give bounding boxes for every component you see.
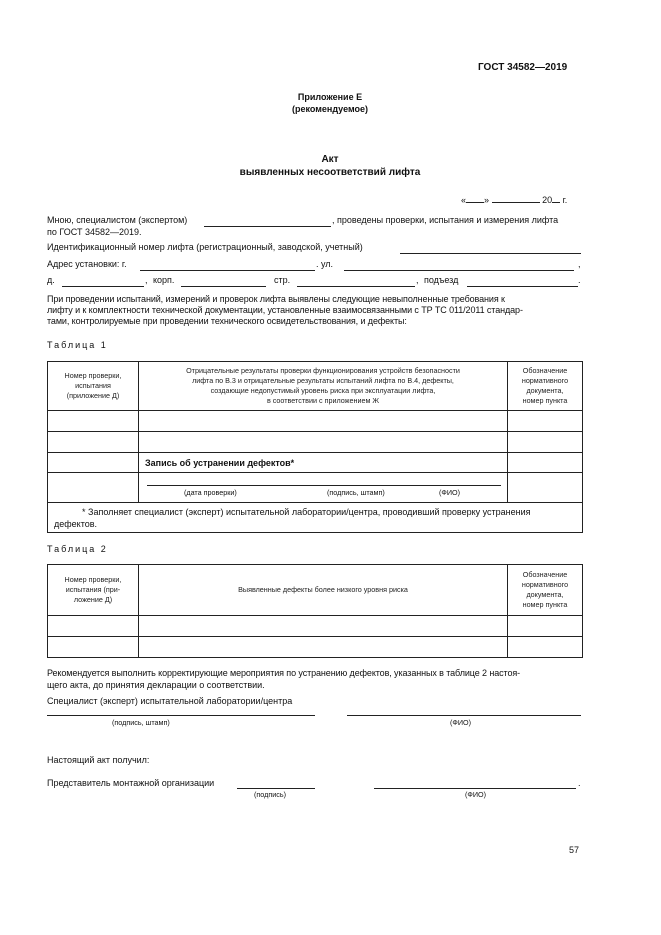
table1-cell[interactable] bbox=[508, 453, 583, 473]
table2-header-row bbox=[48, 565, 583, 616]
specialist-signature-line bbox=[47, 715, 315, 716]
recommendation-line-1: Рекомендуется выполнить корректирующие мероприятия по устранению дефектов, указанных в таблице 2 настоя- bbox=[47, 668, 521, 678]
specialist-name-blank bbox=[204, 226, 331, 227]
specialist-sign-label: Специалист (эксперт) испытательной лаборатории/центра bbox=[47, 696, 293, 706]
date-day-blank bbox=[466, 192, 484, 203]
address-label: Адрес установки: г. bbox=[47, 259, 127, 269]
table2-cell[interactable] bbox=[48, 616, 139, 637]
structure-blank bbox=[297, 286, 415, 287]
table2-col2-header: Выявленные дефекты более низкого уровня риска bbox=[139, 565, 508, 616]
table1-cell[interactable] bbox=[508, 432, 583, 453]
table1-cell[interactable] bbox=[508, 411, 583, 432]
date-year-prefix: 20 bbox=[542, 195, 553, 205]
table1-caption: Таблица 1 bbox=[47, 340, 108, 350]
installer-signature-line bbox=[237, 788, 315, 789]
date-year-blank bbox=[552, 192, 560, 203]
table1-cell[interactable] bbox=[48, 432, 139, 453]
table1-header-row bbox=[48, 362, 583, 411]
table2-col1-header: Номер проверки, испытания (при- ложение Д) bbox=[48, 565, 139, 616]
structure-comma: , bbox=[416, 275, 419, 285]
street-label: . ул. bbox=[316, 259, 334, 269]
table-row bbox=[48, 411, 583, 432]
table2-caption: Таблица 2 bbox=[47, 544, 108, 554]
table2-cell[interactable] bbox=[48, 637, 139, 658]
id-number-label: Идентификационный номер лифта (регистрационный, заводской, учетный) bbox=[47, 242, 363, 252]
specialist-name-line bbox=[347, 715, 581, 716]
record-name-label: (ФИО) bbox=[439, 488, 461, 497]
table1-col1-header: Номер проверки, испытания (приложение Д) bbox=[48, 362, 139, 411]
table2 bbox=[47, 564, 583, 658]
appendix-title: Приложение Е bbox=[297, 92, 363, 102]
installer-label: Представитель монтажной организации bbox=[47, 778, 215, 788]
table2-col3-header: Обозначение нормативного документа, номер пункта bbox=[508, 565, 583, 616]
table2-cell[interactable] bbox=[508, 637, 583, 658]
building-label: корп. bbox=[153, 275, 175, 285]
table2-cell[interactable] bbox=[139, 637, 508, 658]
record-title: Запись об устранении дефектов* bbox=[139, 453, 508, 473]
structure-label: стр. bbox=[274, 275, 291, 285]
specialist-line2: по ГОСТ 34582—2019. bbox=[47, 227, 142, 237]
house-blank bbox=[62, 286, 144, 287]
appendix-subtitle: (рекомендуемое) bbox=[292, 104, 368, 114]
id-number-blank bbox=[400, 253, 581, 254]
house-comma: , bbox=[145, 275, 148, 285]
specialist-suffix: , проведены проверки, испытания и измерения лифта bbox=[332, 215, 559, 225]
received-label: Настоящий акт получил: bbox=[47, 755, 150, 765]
table1-cell[interactable] bbox=[139, 411, 508, 432]
street-blank bbox=[344, 270, 574, 271]
intro-line-2: лифту и к комплектности технической документации, установленные взаимосвязанными с ТР ТС 011/2011 стандар- bbox=[47, 305, 523, 315]
intro-line-1: При проведении испытаний, измерений и проверок лифта выявлены следующие невыполненные требования к bbox=[47, 294, 505, 304]
date-year-suffix: г. bbox=[562, 195, 568, 205]
table1-cell[interactable] bbox=[48, 473, 139, 503]
specialist-signature-caption: (подпись, штамп) bbox=[112, 718, 170, 727]
recommendation-line-2: щего акта, до принятия декларации о соответствии. bbox=[47, 680, 265, 690]
specialist-name-caption: (ФИО) bbox=[450, 718, 472, 727]
act-subtitle: выявленных несоответствий лифта bbox=[239, 167, 421, 178]
date-open-quote: « bbox=[461, 195, 467, 205]
table1-signature-row bbox=[48, 473, 583, 503]
specialist-prefix: Мною, специалистом (экспертом) bbox=[47, 215, 188, 225]
record-signature-cell[interactable] bbox=[139, 473, 508, 503]
date-line bbox=[461, 192, 567, 205]
table1-cell[interactable] bbox=[508, 473, 583, 503]
table-row bbox=[48, 637, 583, 658]
table1-cell[interactable] bbox=[139, 432, 508, 453]
table-row bbox=[48, 616, 583, 637]
table1-footnote-row bbox=[48, 503, 583, 533]
house-label: д. bbox=[47, 275, 55, 285]
record-signature-line bbox=[147, 485, 501, 486]
record-signature-label: (подпись, штамп) bbox=[327, 488, 385, 497]
entrance-label: подъезд bbox=[424, 275, 459, 285]
date-close-quote: » bbox=[484, 195, 490, 205]
entrance-blank bbox=[467, 286, 578, 287]
table1-col2-header: Отрицательные результаты проверки функционирования устройств безопасности лифта по В.3 и отрицательные результаты испытаний лифта по В.4, дефекты, создающие недопустимый уровень риска при эксплуатации лифта, в соответствии с приложением Ж bbox=[139, 362, 508, 411]
table1-col3-header: Обозначение нормативного документа, номер пункта bbox=[508, 362, 583, 411]
installer-name-line bbox=[374, 788, 576, 789]
table-row bbox=[48, 432, 583, 453]
record-date-label: (дата проверки) bbox=[184, 488, 237, 497]
building-blank bbox=[181, 286, 266, 287]
table2-cell[interactable] bbox=[139, 616, 508, 637]
installer-name-caption: (ФИО) bbox=[465, 790, 487, 799]
entrance-end-dot: . bbox=[578, 275, 581, 285]
page-number: 57 bbox=[569, 845, 580, 855]
table1 bbox=[47, 361, 583, 533]
table1-cell[interactable] bbox=[48, 411, 139, 432]
act-title: Акт bbox=[321, 154, 339, 165]
street-end-comma: , bbox=[578, 259, 581, 269]
table1-cell[interactable] bbox=[48, 453, 139, 473]
installer-end-dot: . bbox=[578, 778, 581, 788]
date-month-blank bbox=[492, 192, 540, 203]
table2-cell[interactable] bbox=[508, 616, 583, 637]
intro-line-3: тами, контролируемые при проведении технического освидетельствования, и дефекты: bbox=[47, 316, 407, 326]
installer-signature-caption: (подпись) bbox=[254, 790, 286, 799]
standard-number: ГОСТ 34582—2019 bbox=[478, 62, 568, 73]
table1-footnote: * Заполняет специалист (эксперт) испытательной лаборатории/центра, проводивший проверку устранения дефектов. bbox=[48, 503, 583, 533]
city-blank bbox=[140, 270, 315, 271]
table-row bbox=[48, 453, 583, 473]
